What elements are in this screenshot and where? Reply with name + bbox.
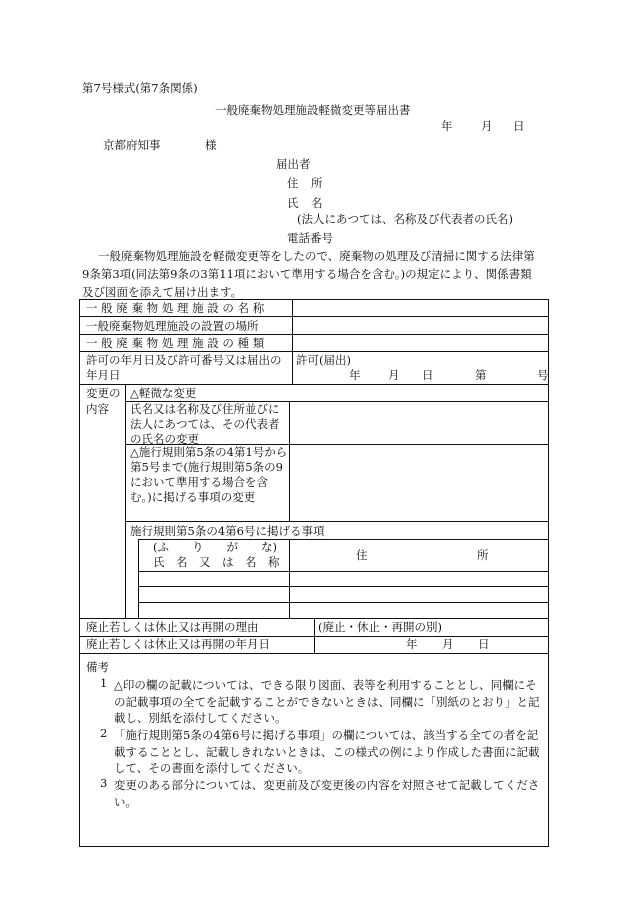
applicant-label: 届出者: [276, 157, 311, 171]
abolish-month: 月: [442, 637, 454, 651]
change-label-1: 変更の: [86, 386, 121, 400]
rules-change: △施行規則第5条の4第1号から第5号まで(施行規則第5条の9において準用する場合を含む。)に掲げる事項の変更: [130, 445, 288, 504]
recipient-name: 京都府知事: [103, 138, 161, 152]
abolish-date-label: 廃止若しくは休止又は再開の年月日: [86, 637, 270, 651]
row-facility-location: 一般廃棄物処理施設の設置の場所: [86, 319, 259, 333]
permit-month: 月: [388, 368, 400, 382]
name-label-1: 氏: [287, 196, 299, 210]
permit-day: 日: [422, 368, 434, 382]
change-label-2: 内容: [86, 402, 109, 416]
abolish-year: 年: [406, 637, 418, 651]
note-3-text: 変更のある部分については、変更前及び変更後の内容を対照させて記載してください。: [114, 778, 540, 809]
recipient-honorific: 様: [205, 138, 217, 152]
rule6-items: 施行規則第5条の4第6号に掲げる事項: [130, 524, 325, 538]
address-column-header-1: 住: [356, 548, 368, 562]
row-facility-type: 一 般 廃 棄 物 処 理 施 設 の 種 類: [86, 336, 265, 350]
abolish-reason-label: 廃止若しくは休止又は再開の理由: [86, 620, 259, 634]
minor-change: △軽微な変更: [130, 386, 197, 400]
date-day: 日: [513, 119, 525, 133]
note-1-num: 1: [100, 676, 108, 690]
name-column-header: 氏 名 又 は 名 称: [153, 555, 280, 569]
phone-label: 電話番号: [287, 231, 333, 245]
corporate-note: (法人にあつては、名称及び代表者の氏名): [297, 212, 513, 226]
note-1-text: △印の欄の記載については、できる限り図面、表等を利用することとし、同欄にその記載事項の全てを記載することができないときは、同欄に「別紙のとおり」と記載し、別紙を添付してください。: [114, 678, 540, 725]
date-month: 月: [481, 119, 493, 133]
permit-label-1: 許可の年月日及び許可番号又は届出の: [86, 353, 282, 367]
permit-go: 号: [537, 368, 549, 382]
name-change: 氏名又は名称及び住所並びに法人にあつては、その代表者の氏名の変更: [130, 402, 280, 446]
abolish-day: 日: [478, 637, 490, 651]
furigana-header: (ふ り が な): [153, 540, 277, 554]
address-label-2: 所: [311, 176, 323, 190]
note-2-text: 「施行規則第5条の4第6号に掲げる事項」の欄については、該当する全ての者を記載することとし、記載しきれないときは、この様式の例により作成した書面に記載して、その書面を添付してください。: [114, 728, 540, 775]
body-line-1: 一般廃棄物処理施設を軽微変更等をしたので、廃棄物の処理及び清掃に関する法律第: [98, 249, 535, 263]
body-line-2: 9条第3項(同法第9条の3第11項において準用する場合を含む。)の規定により、関係書類: [82, 267, 532, 281]
form-id: 第7号様式(第7条関係): [82, 81, 198, 95]
permit-no: 第: [475, 368, 487, 382]
date-year: 年: [441, 119, 453, 133]
form-table: [79, 299, 549, 847]
note-3-num: 3: [100, 776, 108, 790]
body-line-3: 及び図面を添えて届け出ます。: [82, 285, 243, 299]
row-facility-name: 一 般 廃 棄 物 処 理 施 設 の 名 称: [86, 301, 265, 315]
abolish-kind: (廃止・休止・再開の別): [318, 620, 442, 634]
address-column-header-2: 所: [477, 548, 489, 562]
permit-label-2: 年月日: [86, 368, 121, 382]
page-title: 一般廃棄物処理施設軽微変更等届出書: [215, 103, 411, 117]
permit-year: 年: [349, 368, 361, 382]
note-2-num: 2: [100, 726, 108, 740]
notes-heading: 備考: [86, 660, 109, 674]
permit-value: 許可(届出): [296, 353, 351, 367]
address-label-1: 住: [287, 176, 299, 190]
name-label-2: 名: [311, 196, 323, 210]
